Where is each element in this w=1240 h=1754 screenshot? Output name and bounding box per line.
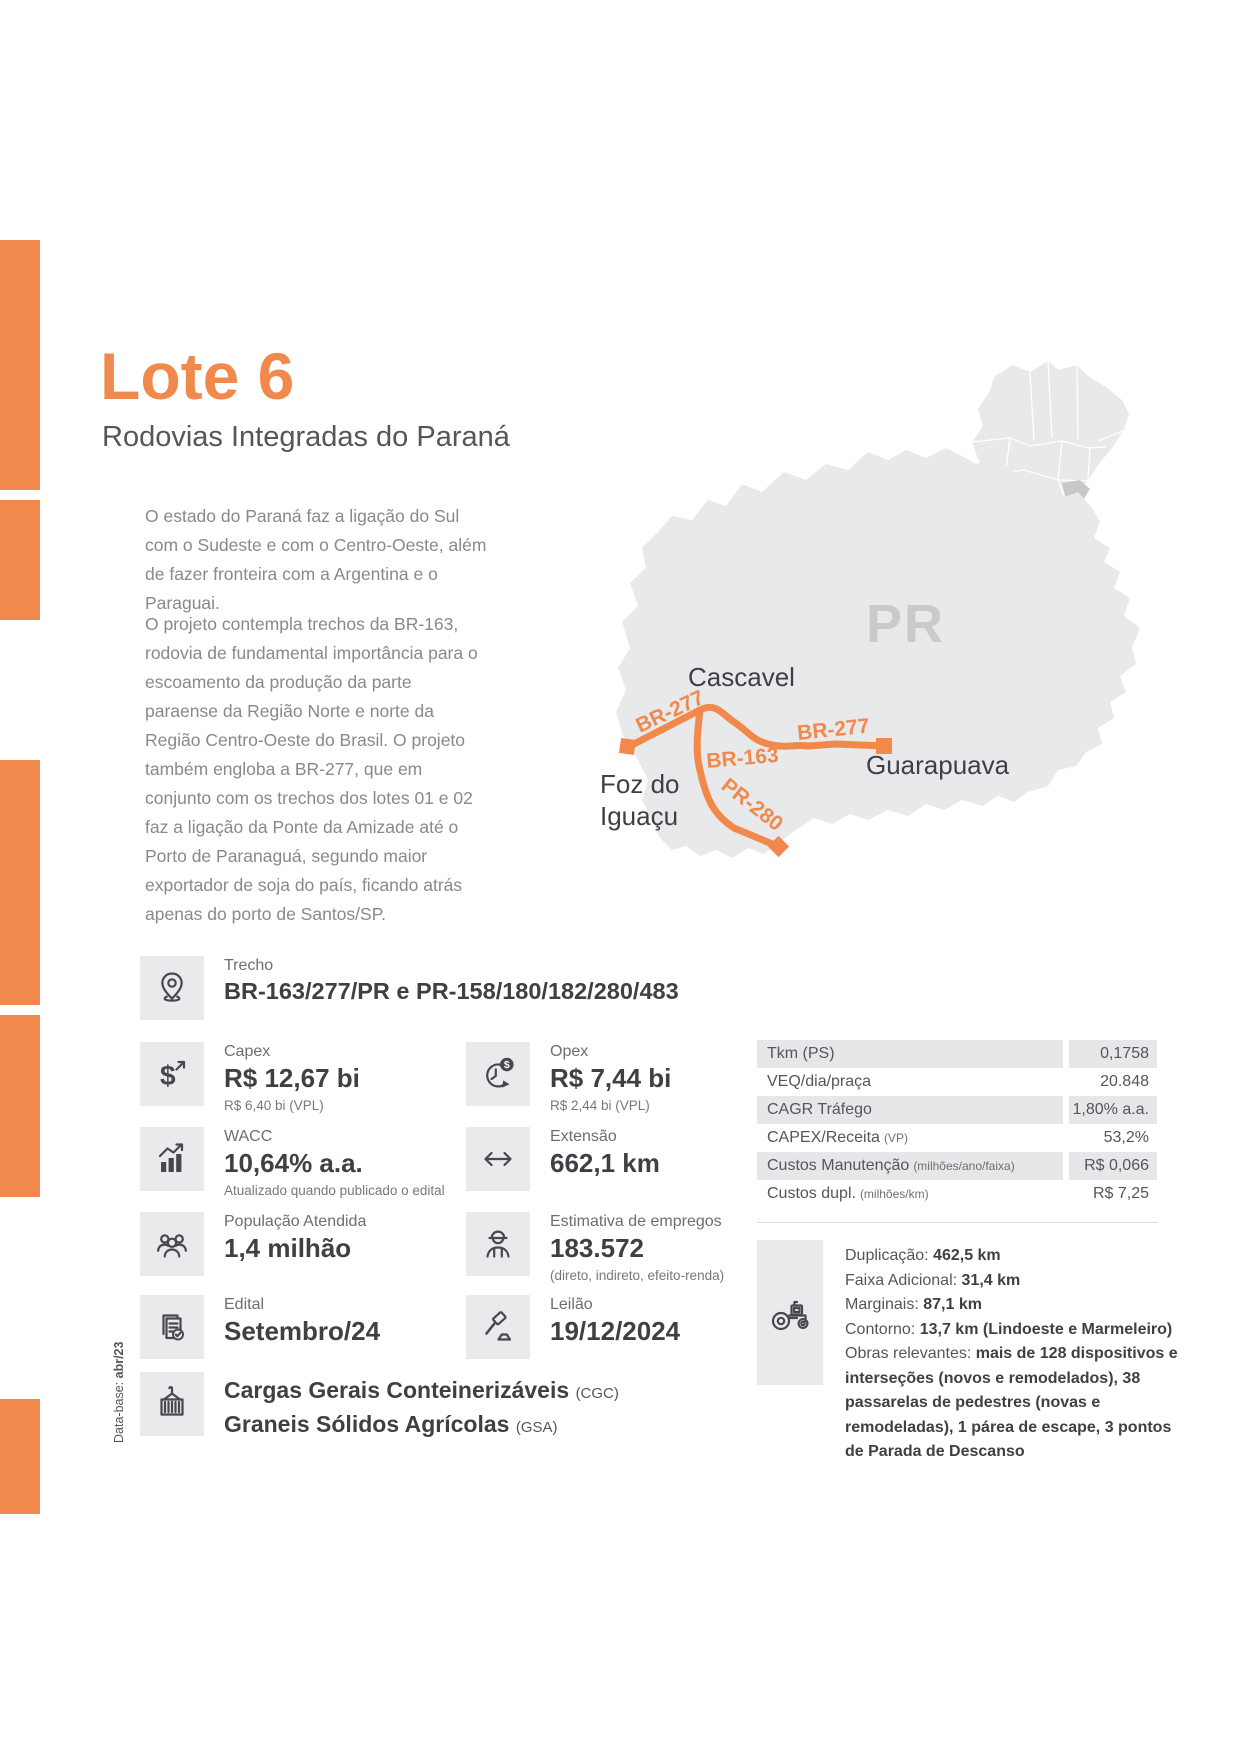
row-label: Custos dupl. [767, 1185, 856, 1202]
construction-worker-icon [466, 1212, 530, 1276]
row-label: Custos Manutenção [767, 1157, 910, 1174]
cargas-tag-1: (CGC) [575, 1385, 619, 1402]
table-row [757, 1124, 1157, 1152]
left-accent-bar-1 [0, 240, 40, 490]
left-accent-bar-3 [0, 760, 40, 1005]
wacc-card [140, 1127, 445, 1198]
capex-sub: R$ 6,40 bi (VPL) [224, 1098, 324, 1113]
page-subtitle: Rodovias Integradas do Paraná [102, 421, 510, 453]
road-label-br277-east: BR-277 [796, 714, 871, 745]
obras-divider [757, 1222, 1158, 1223]
project-paragraph: O projeto contempla trechos da BR-163, rodovia de fundamental importância para o escoamento da produção da parte paraense da Região Norte e norte da Região Centro-Oeste do Brasil. O projeto também engloba a BR-277, que em conjunto com os trechos dos lotes 01 e 02 faz a ligação da Ponte da Amizade até o Porto de Paranaguá, segundo maior exportador de soja do país, ficando atrás apenas do porto de Santos/SP. [145, 614, 478, 924]
extensao-card [466, 1127, 660, 1183]
trecho-label: Trecho [224, 957, 274, 974]
clock-dollar-icon [466, 1042, 530, 1106]
row-note: (VP) [883, 1131, 908, 1145]
road-roller-icon [757, 1240, 823, 1385]
leilao-value: 19/12/2024 [550, 1316, 681, 1346]
map-city-cascavel: Cascavel [688, 662, 795, 692]
row-label: CAGR Tráfego [767, 1101, 872, 1118]
row-value: 53,2% [1103, 1129, 1149, 1146]
row-note: (milhões/ano/faixa) [913, 1159, 1015, 1173]
leilao-card [466, 1295, 680, 1347]
row-value: 0,1758 [1069, 1040, 1157, 1068]
opex-sub: R$ 2,44 bi (VPL) [550, 1098, 650, 1113]
cargas-line-2: Graneis Sólidos Agrícolas (GSA) [224, 1411, 558, 1437]
empregos-sub: (direto, indireto, efeito-renda) [550, 1268, 725, 1283]
edital-value: Setembro/24 [224, 1316, 381, 1346]
capex-value: R$ 12,67 bi [224, 1063, 360, 1093]
road-label-br163: BR-163 [705, 743, 780, 773]
row-value: R$ 7,25 [1092, 1185, 1149, 1202]
dollar-up-arrow-icon [140, 1042, 204, 1106]
parana-map [540, 290, 1160, 880]
trecho-value: BR-163/277/PR e PR-158/180/182/280/483 [224, 978, 679, 1004]
trecho-card [140, 956, 679, 1005]
map-marker-foz [619, 738, 636, 755]
map-city-foz-line2: Iguaçu [600, 801, 679, 831]
opex-value: R$ 7,44 bi [550, 1063, 672, 1093]
row-value: 20.848 [1100, 1073, 1149, 1090]
cargas-card [140, 1372, 619, 1443]
page-title: Lote 6 [100, 339, 295, 413]
table-row [757, 1152, 1157, 1180]
table-row [757, 1180, 1157, 1208]
obras-item: Faixa Adicional: 31,4 km [845, 1271, 1021, 1289]
obras-item: Contorno: 13,7 km (Lindoeste e Marmeleiro) [845, 1320, 1173, 1338]
double-arrow-icon [466, 1127, 530, 1191]
extensao-value: 662,1 km [550, 1148, 660, 1178]
edital-card [140, 1295, 380, 1347]
map-city-guarapuava: Guarapuava [866, 750, 1010, 780]
wacc-sub: Atualizado quando publicado o edital [224, 1183, 445, 1198]
row-value: 1,80% a.a. [1069, 1096, 1157, 1124]
opex-label: Opex [550, 1043, 589, 1060]
map-city-foz-line1: Foz do [600, 769, 680, 799]
populacao-value: 1,4 milhão [224, 1233, 352, 1263]
obras-item: Marginais: 87,1 km [845, 1296, 982, 1313]
cargas-tag-2: (GSA) [515, 1419, 558, 1436]
obras-item: Duplicação: 462,5 km [845, 1247, 1001, 1264]
empregos-label: Estimativa de empregos [550, 1213, 722, 1230]
populacao-label: População Atendida [224, 1213, 367, 1230]
wacc-label: WACC [224, 1128, 273, 1145]
svg-text:$: $ [160, 1060, 176, 1091]
database-note: Data-base: abr/23 [112, 1341, 126, 1443]
row-label: CAPEX/Receita [767, 1129, 880, 1146]
wacc-value: 10,64% a.a. [224, 1148, 363, 1178]
people-group-icon [140, 1212, 204, 1276]
obras-details [845, 1244, 1179, 1465]
leilao-label: Leilão [550, 1296, 593, 1313]
bar-chart-trend-icon [140, 1127, 204, 1191]
edital-label: Edital [224, 1296, 265, 1313]
row-label: Tkm (PS) [767, 1045, 835, 1062]
indicators-table [757, 1040, 1157, 1208]
populacao-card [140, 1212, 366, 1268]
table-row [757, 1096, 1157, 1124]
intro-paragraph: O estado do Paraná faz a ligação do Sul com o Sudeste e com o Centro-Oeste, além de fazer fronteira com a Argentina e o Paraguai. [145, 506, 487, 613]
row-label: VEQ/dia/praça [767, 1073, 872, 1090]
capex-label: Capex [224, 1043, 271, 1060]
empregos-card [466, 1212, 724, 1283]
left-accent-bar-4 [0, 1015, 40, 1197]
capex-card [140, 1042, 360, 1113]
empregos-value: 183.572 [550, 1233, 644, 1263]
row-note: (milhões/km) [859, 1187, 929, 1201]
extensao-label: Extensão [550, 1128, 617, 1145]
row-value: R$ 0,066 [1069, 1152, 1157, 1180]
road-label-br277-west: BR-277 [632, 686, 708, 738]
road-label-pr280: PR-280 [716, 773, 788, 836]
left-accent-bar-2 [0, 500, 40, 620]
table-row [757, 1040, 1157, 1068]
obras-item: Obras relevantes: mais de 128 dispositivos e interseções (novos e remodelados), 38 passarelas de pedestres (novas e remodeladas), 1 párea de escape, 3 pontos de Parada de Descanso [845, 1345, 1178, 1460]
opex-card [466, 1042, 671, 1113]
table-row [757, 1068, 1157, 1096]
location-pin-icon [140, 956, 204, 1020]
document-check-icon [140, 1295, 204, 1359]
left-accent-bar-5 [0, 1399, 40, 1514]
map-state-label: PR [866, 594, 946, 654]
gavel-icon [466, 1295, 530, 1359]
shipping-container-icon [140, 1372, 204, 1436]
svg-text:$: $ [503, 1059, 510, 1072]
cargas-line-1: Cargas Gerais Conteinerizáveis (CGC) [224, 1377, 619, 1403]
